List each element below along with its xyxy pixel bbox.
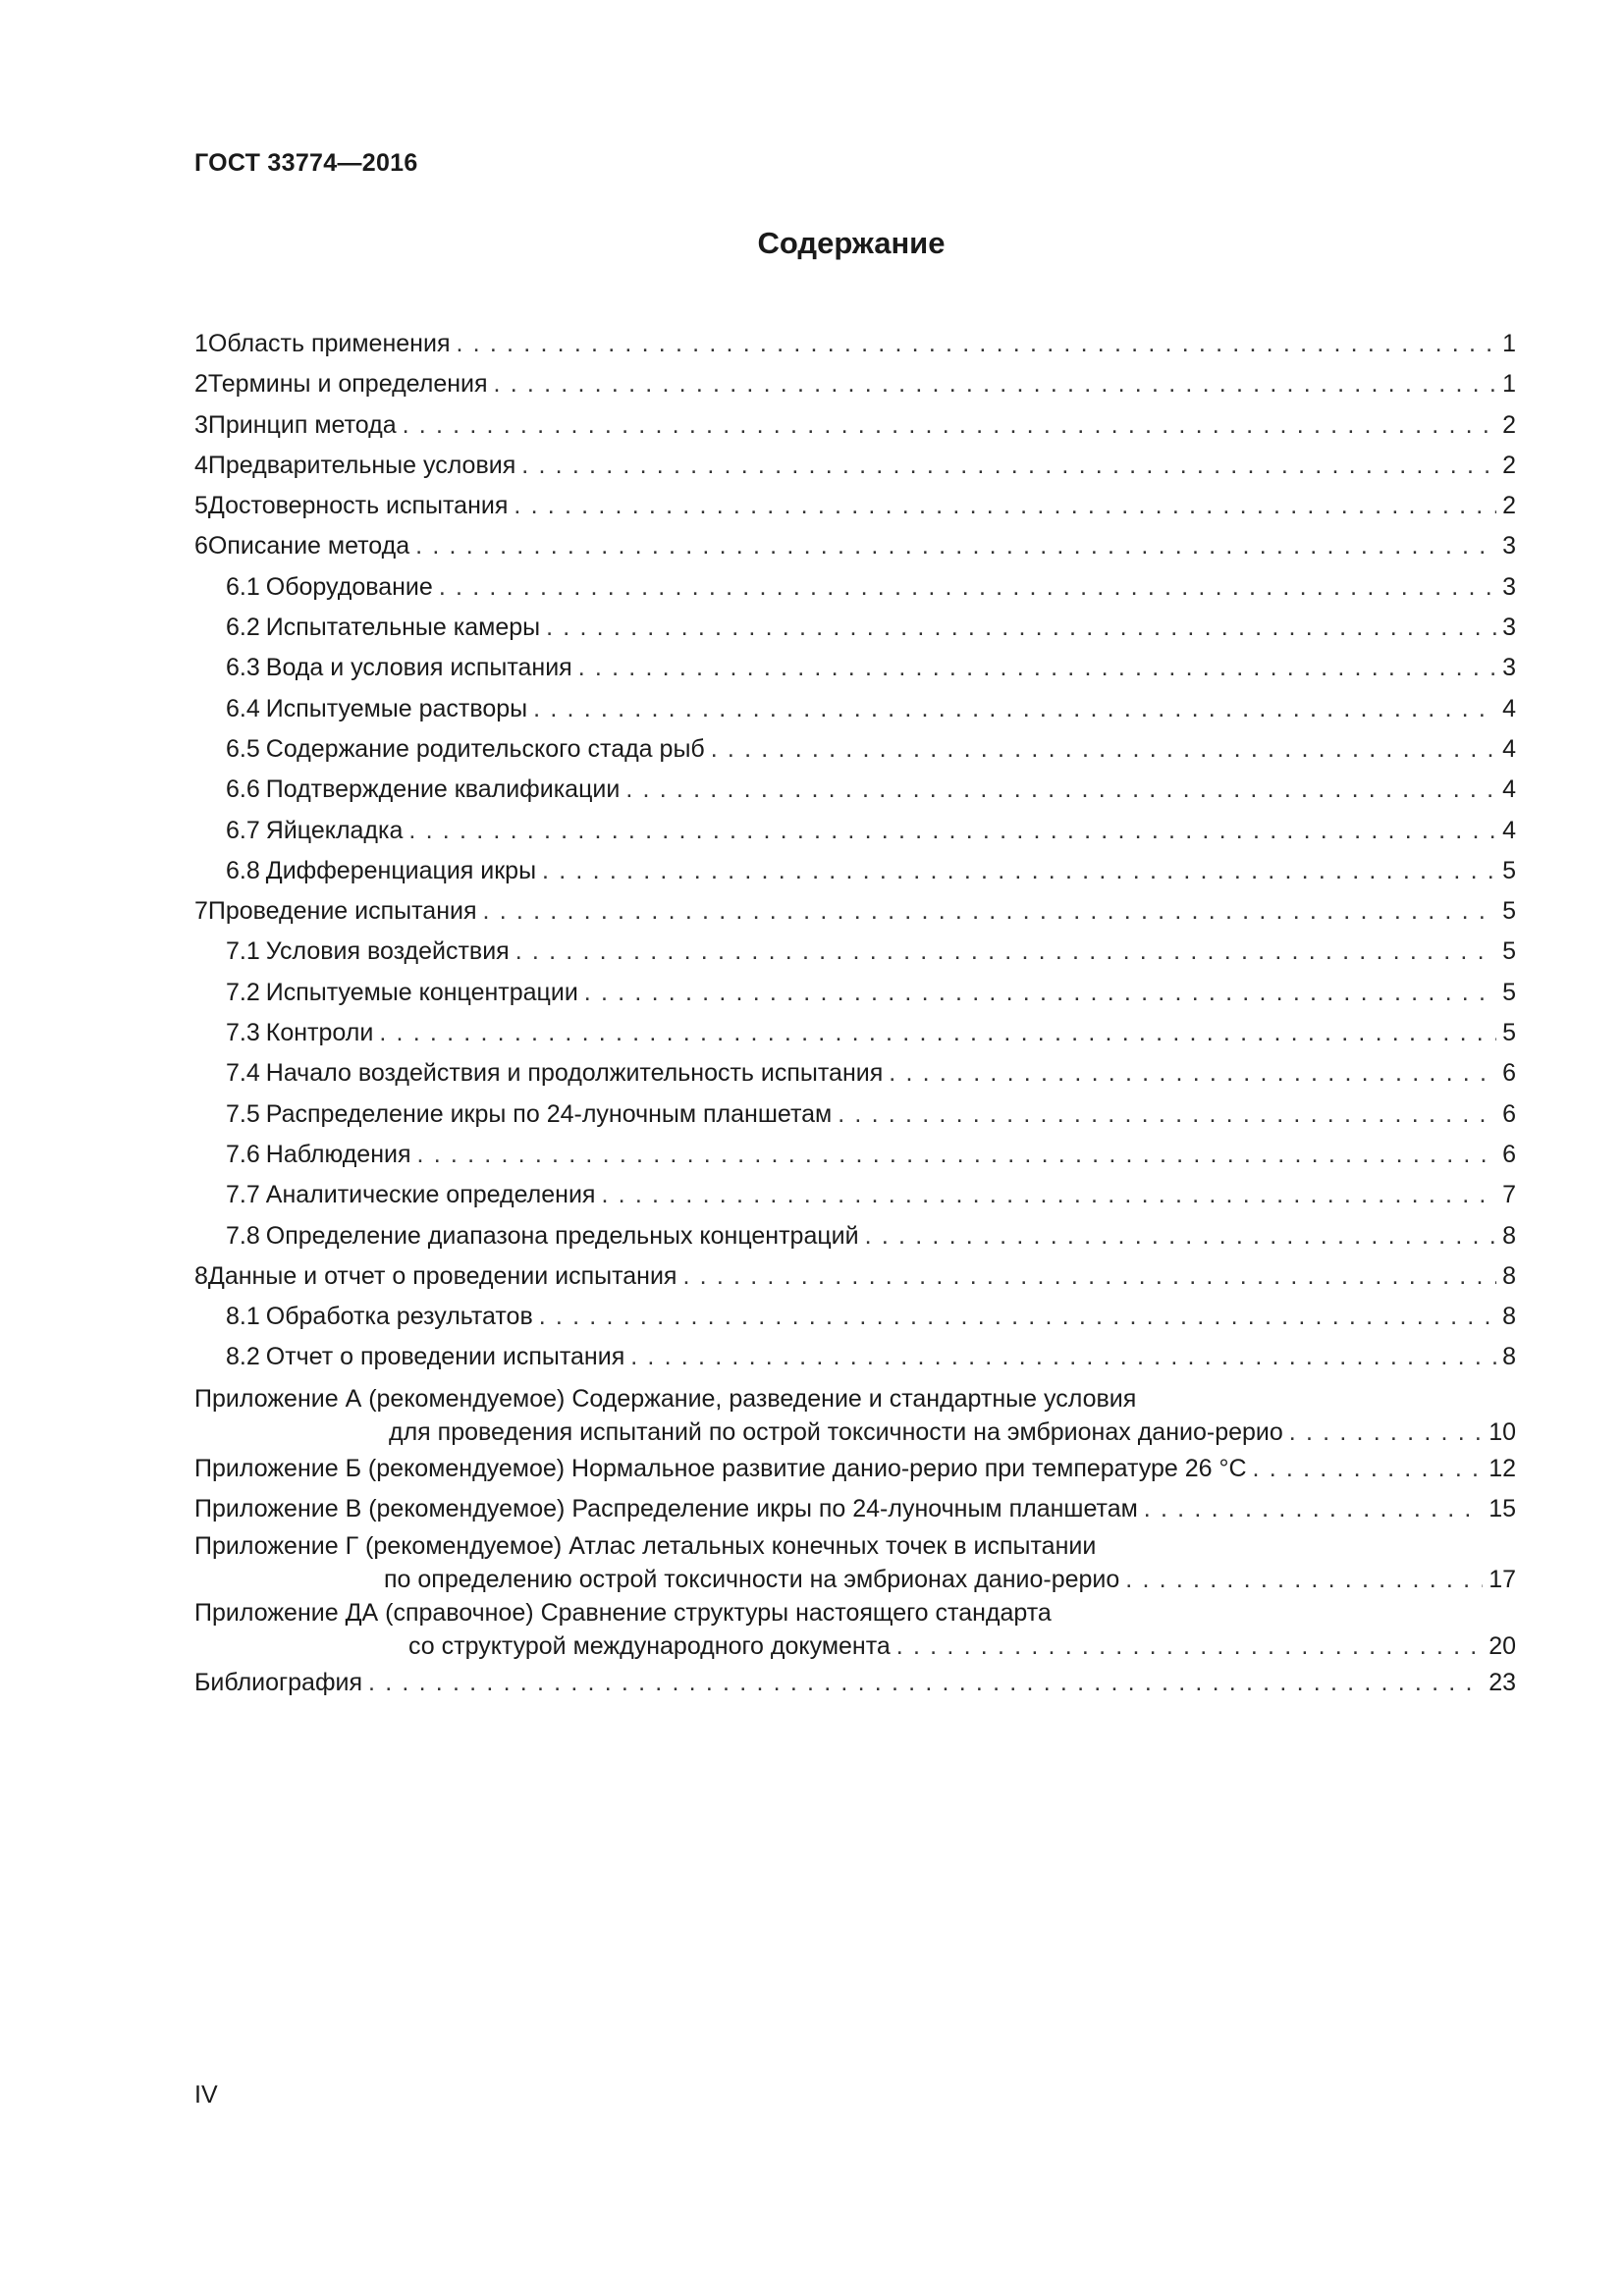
toc-entry-number: 6.4 — [226, 694, 260, 722]
toc-entry-number: 6.8 — [226, 856, 260, 884]
dot-leader — [515, 932, 1496, 972]
dot-leader — [1125, 1563, 1483, 1596]
toc-entry[interactable] — [194, 770, 1516, 810]
toc-entry-title: Отчет о проведении испытания — [265, 1343, 625, 1371]
page-number: 3 — [1502, 532, 1516, 561]
toc-entry[interactable] — [194, 973, 1516, 1013]
page-number: 8 — [1502, 1303, 1516, 1331]
dot-leader — [533, 689, 1496, 729]
page-number: 5 — [1502, 856, 1516, 884]
page-number: 5 — [1502, 897, 1516, 926]
dot-leader — [417, 1135, 1496, 1175]
page-number: 1 — [1502, 330, 1516, 357]
toc-entry[interactable] — [194, 851, 1516, 891]
page-number: 4 — [1502, 734, 1516, 763]
toc-entry[interactable] — [194, 446, 1516, 486]
annex-title-line: Приложение А (рекомендуемое) Содержание, разведение и стандартные условия — [194, 1384, 1137, 1413]
annex-title-line: Приложение В (рекомендуемое) Распределение икры по 24-луночным планшетам — [194, 1495, 1138, 1523]
toc-entry[interactable] — [194, 1013, 1516, 1053]
dot-leader — [379, 1013, 1496, 1053]
toc-entry[interactable] — [194, 648, 1516, 688]
toc-entry[interactable] — [194, 689, 1516, 729]
annex-title-line: по определению острой токсичности на эмбрионах данио-рерио — [384, 1566, 1120, 1594]
toc-entry-number: 6.3 — [226, 654, 260, 682]
toc-entry[interactable] — [194, 932, 1516, 972]
toc-annex-v[interactable] — [194, 1489, 1516, 1529]
toc-entry-title: Термины и определения — [207, 370, 488, 399]
dot-leader — [630, 1337, 1496, 1377]
page-number: 5 — [1502, 937, 1516, 966]
page-number: 6 — [1502, 1059, 1516, 1088]
dot-leader — [415, 526, 1496, 566]
toc-entry-title: Аналитические определения — [265, 1181, 596, 1209]
page-number: 23 — [1489, 1669, 1516, 1697]
toc-annex-da[interactable] — [194, 1596, 1516, 1663]
page-number: 2 — [1502, 410, 1516, 439]
toc-entry-title: Испытуемые концентрации — [265, 978, 578, 1006]
toc-entry-number: 6.2 — [226, 614, 260, 642]
toc-entry-title: Яйцекладка — [265, 816, 404, 844]
toc-entry-title: Распределение икры по 24-луночным планшетам — [265, 1099, 833, 1128]
toc-entry-title: Вода и условия испытания — [265, 654, 572, 682]
annex-title-line: Приложение ДА (справочное) Сравнение структуры настоящего стандарта — [194, 1599, 1052, 1628]
dot-leader — [1253, 1449, 1484, 1489]
toc-entry-number: 6.6 — [226, 775, 260, 804]
page-number: 10 — [1489, 1417, 1516, 1446]
page-number: 5 — [1502, 1019, 1516, 1047]
dot-leader — [483, 891, 1496, 932]
toc-entry-title: Испытуемые растворы — [265, 694, 528, 722]
page-number: 15 — [1489, 1495, 1516, 1523]
toc-entry-number: 7.3 — [226, 1019, 260, 1047]
dot-leader — [456, 324, 1496, 364]
page-number: 4 — [1502, 694, 1516, 722]
page-title: Содержание — [757, 226, 946, 260]
toc-entry[interactable] — [194, 1297, 1516, 1337]
toc-entry[interactable] — [194, 1175, 1516, 1215]
dot-leader — [1144, 1489, 1483, 1529]
dot-leader — [539, 1297, 1496, 1337]
dot-leader — [494, 364, 1496, 404]
dot-leader — [578, 648, 1496, 688]
toc-section-list — [194, 324, 1516, 1378]
toc-entry[interactable] — [194, 567, 1516, 608]
toc-entry-title: Оборудование — [265, 572, 433, 601]
page-number: 4 — [1502, 775, 1516, 804]
toc-entry-title: Испытательные камеры — [265, 614, 541, 642]
page-number: 1 — [1502, 370, 1516, 399]
toc-entry-number: 7.5 — [226, 1099, 260, 1128]
toc-entry-title: Условия воздействия — [265, 937, 510, 966]
toc-entry[interactable] — [194, 1135, 1516, 1175]
toc-entry-title: Обработка результатов — [265, 1303, 533, 1331]
annex-title-line: Приложение Г (рекомендуемое) Атлас летальных конечных точек в испытании — [194, 1532, 1097, 1561]
annex-title-line: Приложение Б (рекомендуемое) Нормальное развитие данио-рерио при температуре 26 °С — [194, 1454, 1247, 1482]
document-code: ГОСТ 33774—2016 — [194, 149, 418, 177]
toc-annex-g[interactable] — [194, 1529, 1516, 1596]
toc-entry-title: Дифференциация икры — [265, 856, 537, 884]
page-number: 8 — [1502, 1343, 1516, 1371]
page-number: 3 — [1502, 572, 1516, 601]
dot-leader — [865, 1216, 1496, 1256]
dot-leader — [838, 1095, 1496, 1135]
toc-entry-title: Подтверждение квалификации — [265, 775, 621, 804]
page-number: 12 — [1489, 1454, 1516, 1482]
page-number: 6 — [1502, 1140, 1516, 1168]
dot-leader — [403, 405, 1496, 446]
toc-annex-b[interactable] — [194, 1449, 1516, 1489]
page-number: 7 — [1502, 1181, 1516, 1209]
page-number-footer: IV — [194, 2081, 218, 2109]
toc-annex-a[interactable] — [194, 1382, 1516, 1449]
toc-entry[interactable] — [194, 1216, 1516, 1256]
page-number: 17 — [1489, 1566, 1516, 1594]
page-number: 2 — [1502, 492, 1516, 520]
toc-entry-number: 7.8 — [226, 1221, 260, 1250]
page-number: 8 — [1502, 1261, 1516, 1290]
dot-leader — [514, 486, 1496, 526]
toc-entry-number: 3 — [194, 410, 208, 439]
toc-entry-title: Библиография — [194, 1669, 363, 1697]
page-number: 20 — [1489, 1632, 1516, 1661]
toc-entry-title: Описание метода — [207, 532, 410, 561]
toc-entry-number: 8.2 — [226, 1343, 260, 1371]
toc-bibliography[interactable] — [194, 1663, 1516, 1703]
toc-entry-number: 7.1 — [226, 937, 260, 966]
toc-entry[interactable] — [194, 1053, 1516, 1094]
page-number: 2 — [1502, 451, 1516, 479]
toc-entry-number: 7.6 — [226, 1140, 260, 1168]
toc-entry-title: Содержание родительского стада рыб — [265, 734, 705, 763]
toc-entry-number: 7.4 — [226, 1059, 260, 1088]
toc-entry-number: 6.5 — [226, 734, 260, 763]
dot-leader — [368, 1663, 1483, 1703]
toc-entry-title: Принцип метода — [207, 410, 397, 439]
toc-entry-title: Достоверность испытания — [207, 492, 509, 520]
toc-entry[interactable] — [194, 1256, 1516, 1297]
toc-entry[interactable] — [194, 1095, 1516, 1135]
toc-entry-title: Контроли — [265, 1019, 374, 1047]
page-number: 8 — [1502, 1221, 1516, 1250]
toc-entry[interactable] — [194, 811, 1516, 851]
toc-entry-title: Наблюдения — [265, 1140, 411, 1168]
toc-entry-title: Область применения — [207, 330, 451, 357]
dot-leader — [439, 567, 1496, 608]
toc-entry-number: 6.1 — [226, 572, 260, 601]
toc-entry[interactable] — [194, 324, 1516, 364]
toc-entry[interactable] — [194, 1337, 1516, 1377]
toc-entry-title: Данные и отчет о проведении испытания — [207, 1261, 677, 1290]
toc-entry-title: Проведение испытания — [207, 897, 477, 926]
toc-entry-number: 7.7 — [226, 1181, 260, 1209]
toc-entry[interactable] — [194, 729, 1516, 770]
toc-entry-number: 2 — [194, 370, 208, 399]
toc-entry-number: 8.1 — [226, 1303, 260, 1331]
toc-entry[interactable] — [194, 486, 1516, 526]
toc-entry-title: Предварительные условия — [207, 451, 516, 479]
toc-entry[interactable] — [194, 405, 1516, 446]
dot-leader — [542, 851, 1496, 891]
annex-title-line: для проведения испытаний по острой токсичности на эмбрионах данио-рерио — [389, 1417, 1283, 1446]
dot-leader — [711, 729, 1496, 770]
dot-leader — [889, 1053, 1496, 1094]
dot-leader — [408, 811, 1496, 851]
dot-leader — [1289, 1415, 1483, 1449]
toc-entry-number: 5 — [194, 492, 208, 520]
dot-leader — [584, 973, 1496, 1013]
toc-entry-title: Начало воздействия и продолжительность испытания — [265, 1059, 884, 1088]
dot-leader — [601, 1175, 1496, 1215]
page-number: 5 — [1502, 978, 1516, 1006]
annex-title-line: со структурой международного документа — [408, 1632, 891, 1661]
toc-entry-number: 7 — [194, 897, 208, 926]
toc-entry-number: 6 — [194, 532, 208, 561]
toc-entry[interactable] — [194, 608, 1516, 648]
toc-entry[interactable] — [194, 526, 1516, 566]
dot-leader — [896, 1629, 1483, 1663]
table-of-contents — [194, 324, 1516, 1704]
page-number: 6 — [1502, 1099, 1516, 1128]
toc-entry[interactable] — [194, 364, 1516, 404]
toc-entry-title: Определение диапазона предельных концентраций — [265, 1221, 859, 1250]
toc-entry[interactable] — [194, 891, 1516, 932]
toc-entry-number: 6.7 — [226, 816, 260, 844]
dot-leader — [682, 1256, 1496, 1297]
toc-entry-number: 4 — [194, 451, 208, 479]
page-number: 4 — [1502, 816, 1516, 844]
page-number: 3 — [1502, 654, 1516, 682]
toc-entry-number: 1 — [194, 330, 208, 357]
dot-leader — [521, 446, 1496, 486]
page-number: 3 — [1502, 614, 1516, 642]
dot-leader — [546, 608, 1496, 648]
toc-entry-number: 7.2 — [226, 978, 260, 1006]
toc-entry-number: 8 — [194, 1261, 208, 1290]
dot-leader — [625, 770, 1496, 810]
